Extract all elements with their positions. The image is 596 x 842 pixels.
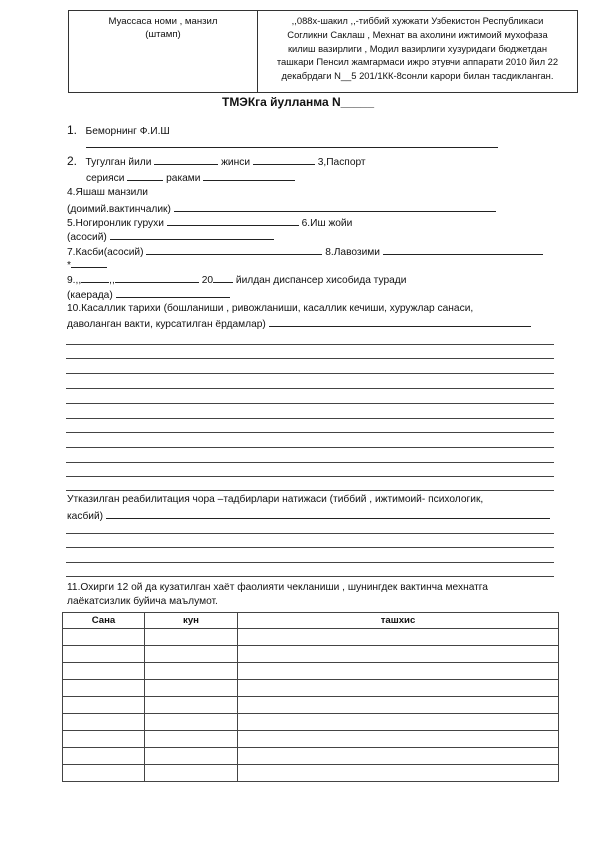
rehab-label-cont: касбий) bbox=[67, 511, 104, 522]
history-line[interactable] bbox=[66, 490, 554, 491]
limitations-label-cont: лаёкатсизлик буйича маълумот. bbox=[67, 596, 218, 607]
workplace-input[interactable] bbox=[110, 229, 274, 240]
history-line[interactable] bbox=[66, 476, 554, 477]
table-cell[interactable] bbox=[145, 731, 238, 748]
position-input[interactable] bbox=[383, 244, 543, 255]
table-cell[interactable] bbox=[145, 697, 238, 714]
table-cell[interactable] bbox=[145, 765, 238, 782]
form-title: ТМЭКга йулланма N_____ bbox=[221, 95, 374, 109]
table-cell[interactable] bbox=[63, 697, 145, 714]
field-birth-sex-passport: 2. Тугулган йили жинси 3,Паспорт bbox=[67, 154, 366, 168]
table-row bbox=[63, 748, 559, 765]
column-header-days: кун bbox=[145, 613, 238, 629]
table-cell[interactable] bbox=[63, 765, 145, 782]
table-cell[interactable] bbox=[63, 714, 145, 731]
history-line[interactable] bbox=[66, 344, 554, 345]
history-line[interactable] bbox=[66, 358, 554, 359]
institution-stamp-cell bbox=[69, 11, 258, 92]
table-cell[interactable] bbox=[63, 629, 145, 646]
table-cell[interactable] bbox=[238, 748, 559, 765]
history-line[interactable] bbox=[66, 373, 554, 374]
table-row bbox=[63, 731, 559, 748]
history-label: 10.Касаллик тарихи (бошланиши , ривожланиши, касаллик кечиши, хуружлар санаси, bbox=[67, 303, 474, 314]
field-workplace-main bbox=[67, 229, 554, 244]
patient-name-label: Беморнинг Ф.И.Ш bbox=[85, 126, 170, 137]
table-cell[interactable] bbox=[238, 646, 559, 663]
history-line[interactable] bbox=[66, 388, 554, 389]
passport-label: 3,Паспорт bbox=[317, 157, 366, 168]
table-row bbox=[63, 646, 559, 663]
limitations-label: 11.Охирги 12 ой да кузатилган хаёт фаолияти чекланиши , шунингдек вактинча мехнатга bbox=[67, 582, 488, 593]
address-input[interactable] bbox=[174, 201, 496, 212]
rehab-input[interactable] bbox=[106, 508, 550, 519]
workplace-main-label: (асосий) bbox=[67, 232, 107, 243]
field-rehab bbox=[67, 508, 554, 523]
dispensary-year-input[interactable] bbox=[213, 272, 233, 283]
field-dispensary: 9.,, ,, 20 йилдан диспансер хисобида туради bbox=[67, 272, 554, 287]
rehab-line[interactable] bbox=[66, 562, 554, 563]
table-cell[interactable] bbox=[238, 714, 559, 731]
table-row bbox=[63, 697, 559, 714]
table-row bbox=[63, 680, 559, 697]
table-cell[interactable] bbox=[238, 731, 559, 748]
field-disability-workplace bbox=[67, 215, 554, 230]
approval-line: ташкари Пенсил жамгармаси ижро этувчи аппарати 2010 йил 22 bbox=[276, 56, 559, 68]
dispensary-month-input[interactable] bbox=[115, 272, 199, 283]
approval-line: килиш вазирлиги , Модил вазирлиги хузуридаги бюджетдан bbox=[287, 42, 548, 54]
profession-label: 7.Касби(асосий) bbox=[67, 247, 144, 258]
table-cell[interactable] bbox=[63, 663, 145, 680]
sex-input[interactable] bbox=[253, 154, 315, 165]
passport-number-input[interactable] bbox=[203, 170, 295, 181]
table-cell[interactable] bbox=[63, 680, 145, 697]
table-cell[interactable] bbox=[145, 663, 238, 680]
history-line[interactable] bbox=[66, 462, 554, 463]
history-line[interactable] bbox=[66, 418, 554, 419]
table-cell[interactable] bbox=[238, 697, 559, 714]
disability-group-label: 5.Ногиронлик гурухи bbox=[67, 218, 164, 229]
column-header-diagnosis: ташхис bbox=[238, 613, 559, 629]
passport-number-label: раками bbox=[166, 173, 201, 184]
table-cell[interactable] bbox=[145, 714, 238, 731]
table-cell[interactable] bbox=[145, 680, 238, 697]
field-passport-details bbox=[86, 170, 573, 185]
passport-series-input[interactable] bbox=[127, 170, 163, 181]
table-row bbox=[63, 629, 559, 646]
rehab-line[interactable] bbox=[66, 533, 554, 534]
dispensary-where-input[interactable] bbox=[116, 287, 230, 298]
stamp-label: (штамп) bbox=[145, 29, 181, 40]
dispensary-day-input[interactable] bbox=[81, 272, 109, 283]
position-label: 8.Лавозими bbox=[325, 247, 380, 258]
rehab-line[interactable] bbox=[66, 547, 554, 548]
table-cell[interactable] bbox=[145, 646, 238, 663]
table-cell[interactable] bbox=[63, 646, 145, 663]
header-box bbox=[68, 10, 578, 93]
column-header-date: Сана bbox=[63, 613, 145, 629]
field-history bbox=[67, 316, 554, 331]
institution-label: Муассаса номи , манзил bbox=[108, 16, 218, 27]
passport-series-label: серияси bbox=[86, 173, 125, 184]
address-label: 4.Яшаш манзили bbox=[67, 187, 148, 198]
field-patient-name: 1. Беморнинг Ф.И.Ш bbox=[67, 123, 170, 137]
position-extra-input[interactable] bbox=[71, 257, 107, 268]
sick-leave-table bbox=[62, 612, 559, 782]
approval-line: декабрдаги N__5 201/1КК-8сонли карори билан тасдикланган. bbox=[281, 70, 554, 82]
table-cell[interactable] bbox=[238, 765, 559, 782]
table-header-row bbox=[63, 613, 559, 629]
table-row bbox=[63, 765, 559, 782]
table-cell[interactable] bbox=[238, 629, 559, 646]
field-dispensary-where bbox=[67, 287, 554, 302]
birth-year-input[interactable] bbox=[154, 154, 218, 165]
disability-group-input[interactable] bbox=[167, 215, 299, 226]
history-line[interactable] bbox=[66, 403, 554, 404]
history-input[interactable] bbox=[269, 316, 531, 327]
table-cell[interactable] bbox=[238, 680, 559, 697]
dispensary-where-label: (каерада) bbox=[67, 290, 113, 301]
history-line[interactable] bbox=[66, 447, 554, 448]
table-cell[interactable] bbox=[238, 663, 559, 680]
approval-line: ,,088х-шакил ,,-тиббий хужжати Узбекистон Республикаси bbox=[291, 15, 544, 26]
table-cell[interactable] bbox=[145, 748, 238, 765]
field-position-extra: * bbox=[67, 257, 554, 272]
approval-line: Согликни Саклаш , Мехнат ва ахолини ижтимоий мухофаза bbox=[287, 28, 548, 40]
rehab-label: Утказилган реабилитация чора –тадбирлари натижаси (тиббий , ижтимоий- психологик, bbox=[67, 494, 484, 505]
sex-label: жинси bbox=[221, 157, 251, 168]
profession-input[interactable] bbox=[146, 244, 322, 255]
patient-name-input[interactable] bbox=[86, 137, 498, 152]
address-type-label: (доимий.вактинчалик) bbox=[67, 204, 171, 215]
table-cell[interactable] bbox=[63, 731, 145, 748]
approval-note-cell bbox=[258, 11, 577, 92]
table-cell[interactable] bbox=[63, 748, 145, 765]
table-cell[interactable] bbox=[145, 629, 238, 646]
table-row bbox=[63, 663, 559, 680]
birth-year-label: Тугулган йили bbox=[85, 157, 152, 168]
dispensary-label: йилдан диспансер хисобида туради bbox=[235, 275, 407, 286]
table-row bbox=[63, 714, 559, 731]
workplace-label: 6.Иш жойи bbox=[301, 218, 353, 229]
history-label-cont: даволанган вакти, курсатилган ёрдамлар) bbox=[67, 319, 266, 330]
history-line[interactable] bbox=[66, 432, 554, 433]
field-address bbox=[67, 201, 554, 216]
rehab-line[interactable] bbox=[66, 576, 554, 577]
